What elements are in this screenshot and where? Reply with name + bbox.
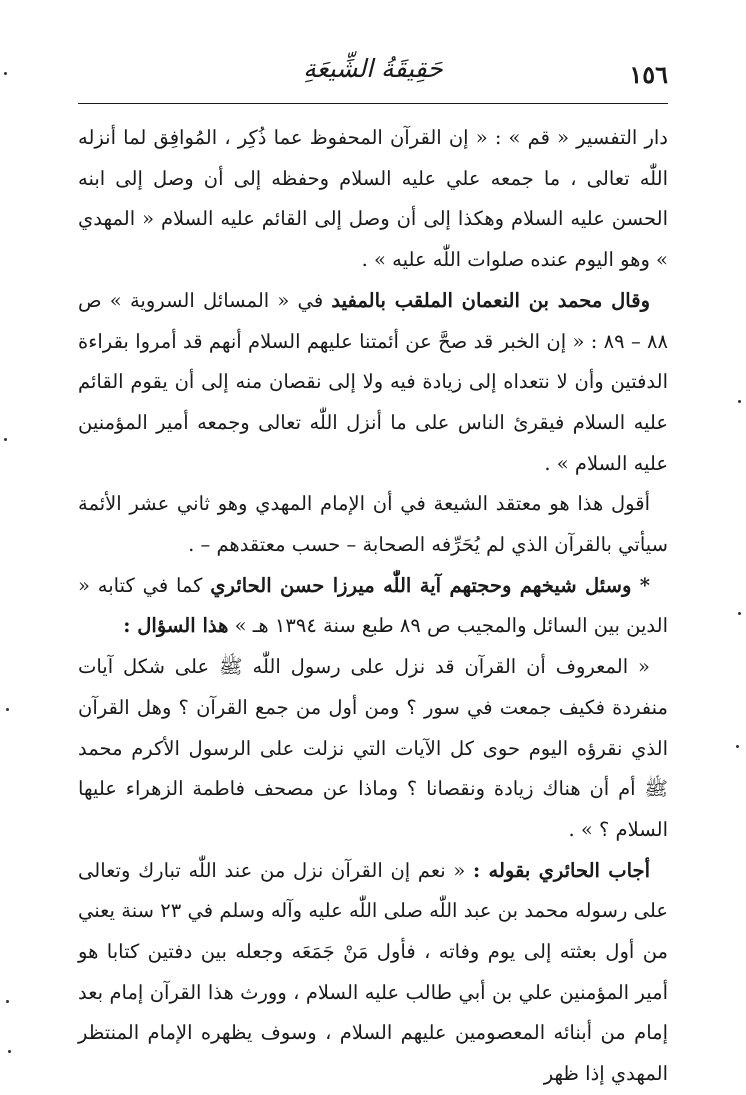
paragraph-text: في « المسائل السروية » ص ٨٨ – ٨٩ : « إن الخبر قد صحَّ عن أئمتنا عليهم السلام أنهم قد أمروا بقراءة الدفتين وأن لا نتعداه إلى زيادة فيه ولا إلى نقصان منه إلى أن يقوم القائم عليه السلام فيقرئ الناس على ما أنزل اللّٰه تعالى وجمعه أمير المؤمنين عليه السلام » .	[78, 288, 668, 475]
paragraph-text: كما في كتابه « الدين بين السائل والمجيب ص ٨٩ طبع سنة ١٣٩٤ هـ »	[78, 573, 668, 638]
body-text	[78, 118, 668, 1095]
scan-mark	[8, 1050, 11, 1053]
page-number: ١٥٦	[629, 60, 668, 89]
header-rule	[78, 103, 668, 104]
scan-mark	[738, 612, 741, 615]
scan-mark	[4, 72, 7, 75]
paragraph-4	[78, 566, 668, 647]
scan-mark	[4, 438, 7, 441]
paragraph-text: دار التفسير « قم » : « إن القرآن المحفوظ عما ذُكِر ، المُوافِق لما أنزله اللّٰه تعالى ، ما جمعه علي عليه السلام وحفظه إلى أن وصل إلى ابنه الحسن عليه السلام وهكذا إلى أن وصل إلى القائم عليه السلام « المهدي » وهو اليوم عنده صلوات اللّٰه عليه » .	[78, 126, 668, 272]
bold-lead: * وسئل شيخهم وحجتهم آية اللّٰه ميرزا حسن الحائري	[210, 573, 650, 597]
scan-mark	[6, 708, 9, 711]
paragraph-1	[78, 118, 668, 281]
bold-lead: وقال محمد بن النعمان الملقب بالمفيد	[331, 288, 650, 312]
running-title: حَقِيقَةُ الشِّيعَةِ	[303, 54, 443, 83]
scan-mark	[736, 745, 739, 748]
scan-mark	[738, 400, 741, 403]
page-header	[78, 52, 668, 104]
paragraph-6	[78, 851, 668, 1095]
paragraph-text: « نعم إن القرآن نزل من عند اللّٰه تبارك وتعالى على رسوله محمد بن عبد اللّٰه صلى اللّٰه عليه وآله وسلم في ٢٣ سنة يعني من أول بعثته إلى يوم وفاته ، فأول مَنْ جَمَعَه وجعله بين دفتين كتابا هو أمير المؤمنين علي بن أبي طالب عليه السلام ، وورث هذا القرآن إمام بعد إمام من أبنائه المعصومين عليهم السلام ، وسوف يظهره الإمام المنتظر المهدي إذا ظهر	[78, 858, 669, 1086]
paragraph-2	[78, 281, 668, 485]
scan-mark	[6, 1000, 9, 1003]
paragraph-3	[78, 484, 668, 565]
paragraph-text: « المعروف أن القرآن قد نزل على رسول اللّٰه ﷺ على شكل آيات منفردة فكيف جمعت في سور ؟ ومن أول من جمع القرآن ؟ وهل القرآن الذي نقرؤه اليوم حوى كل الآيات التي نزلت على الرسول الأكرم محمد ﷺ أم أن هناك زيادة ونقصانا ؟ وماذا عن مصحف فاطمة الزهراء عليها السلام ؟ » .	[78, 655, 668, 841]
bold-tail: هذا السؤال :	[123, 614, 229, 638]
bold-lead: أجاب الحائري بقوله :	[473, 858, 650, 882]
paragraph-5	[78, 647, 668, 851]
paragraph-text: أقول هذا هو معتقد الشيعة في أن الإمام المهدي وهو ثاني عشر الأئمة سيأتي بالقرآن الذي لم يُحَرِّفه الصحابة – حسب معتقدهم – .	[78, 492, 668, 557]
